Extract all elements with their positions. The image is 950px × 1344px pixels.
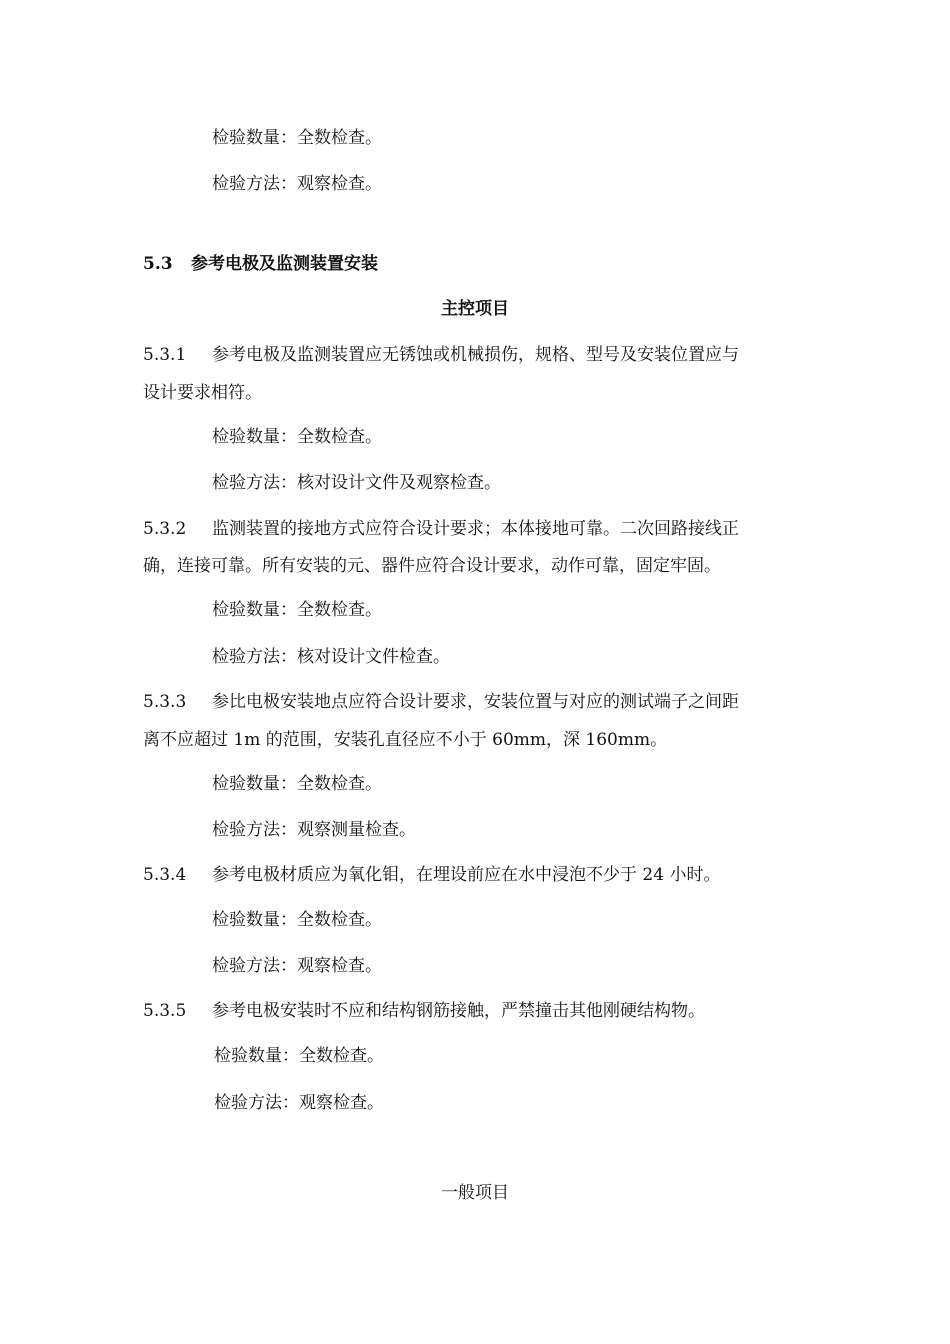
clause-5-3-5 [143,999,705,1023]
inspection-quantity: 检验数量：全数检查。 [212,128,382,148]
section-title: 参考电极及监测装置安装 [191,254,378,274]
inspection-method: 检验方法：观察测量检查。 [212,820,416,840]
inspection-method: 检验方法：观察检查。 [212,956,382,976]
clause-5-3-1 [143,343,739,367]
clause-text: 参考电极及监测装置应无锈蚀或机械损伤，规格、型号及安装位置应与 [212,345,739,365]
clause-5-3-4 [143,863,720,887]
inspection-method: 检验方法：观察检查。 [212,174,382,194]
inspection-quantity: 检验数量：全数检查。 [212,600,382,620]
clause-number: 5.3.1 [143,345,187,365]
clause-5-3-3 [143,690,739,714]
inspection-quantity: 检验数量：全数检查。 [214,1046,384,1066]
clause-5-3-2 [143,517,739,541]
clause-number: 5.3.2 [143,519,187,539]
inspection-quantity: 检验数量：全数检查。 [212,427,382,447]
clause-text: 监测装置的接地方式应符合设计要求；本体接地可靠。二次回路接线正 [212,519,739,539]
inspection-method: 检验方法：核对设计文件及观察检查。 [212,473,501,493]
clause-number: 5.3.3 [143,692,187,712]
clause-text-continued: 离不应超过 1m 的范围，安装孔直径应不小于 60mm，深 160mm。 [143,730,668,750]
clause-number: 5.3.5 [143,1001,187,1021]
clause-text: 参比电极安装地点应符合设计要求，安装位置与对应的测试端子之间距 [212,692,739,712]
general-items-heading: 一般项目 [441,1183,509,1203]
section-number: 5.3 [143,254,173,274]
clause-text-continued: 设计要求相符。 [143,383,262,403]
inspection-quantity: 检验数量：全数检查。 [212,774,382,794]
clause-text: 参考电极安装时不应和结构钢筋接触，严禁撞击其他刚硬结构物。 [212,1001,705,1021]
clause-text-continued: 确，连接可靠。所有安装的元、器件应符合设计要求，动作可靠，固定牢固。 [143,556,721,576]
section-heading [143,252,378,276]
clause-number: 5.3.4 [143,865,187,885]
clause-text: 参考电极材质应为氧化钼，在埋设前应在水中浸泡不少于 24 小时。 [212,865,721,885]
inspection-method: 检验方法：核对设计文件检查。 [212,647,450,667]
inspection-quantity: 检验数量：全数检查。 [212,910,382,930]
main-items-heading: 主控项目 [441,299,509,319]
inspection-method: 检验方法：观察检查。 [214,1093,384,1113]
